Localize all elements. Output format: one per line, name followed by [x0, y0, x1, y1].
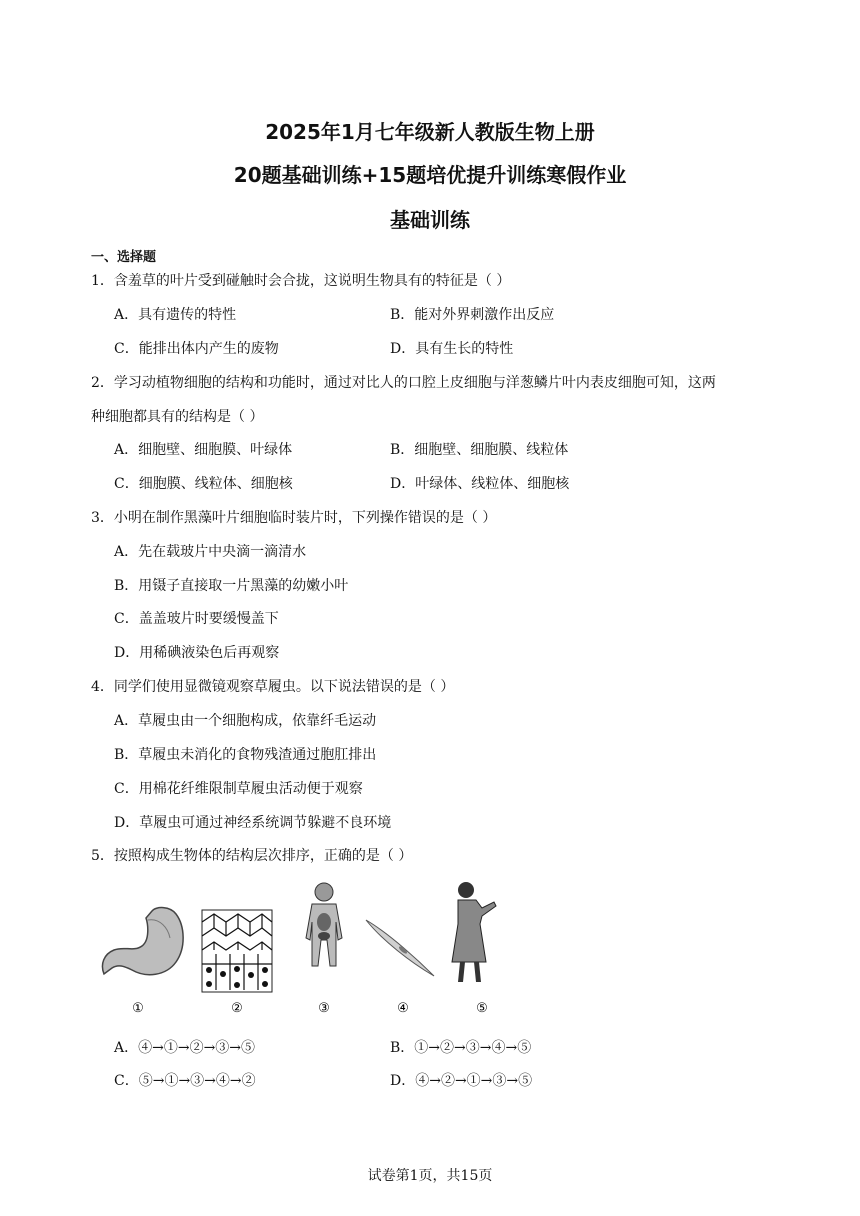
question-4-option-d: D．草履虫可通过神经系统调节躲避不良环境: [114, 815, 392, 831]
structure-levels-figure: [90, 878, 510, 1018]
question-4-option-a: A．草履虫由一个细胞构成，依靠纤毛运动: [114, 713, 377, 729]
figure-label-3: ③: [318, 1001, 330, 1016]
figure-label-5: ⑤: [476, 1001, 488, 1016]
question-3-stem: 3．小明在制作黑藻叶片细胞临时装片时，下列操作错误的是（ ）: [91, 510, 497, 526]
question-5-option-b: B．①→②→③→④→⑤: [390, 1040, 532, 1056]
question-3-option-c: C．盖盖玻片时要缓慢盖下: [114, 611, 279, 627]
figure-label-2: ②: [231, 1001, 243, 1016]
question-2-stem-continued: 种细胞都具有的结构是（ ）: [91, 409, 264, 425]
question-1-option-a: A．具有遗传的特性: [114, 307, 237, 323]
question-3-option-d: D．用稀碘液染色后再观察: [114, 645, 280, 661]
question-3-option-a: A．先在载玻片中央滴一滴清水: [114, 544, 307, 560]
question-4-stem: 4．同学们使用显微镜观察草履虫。以下说法错误的是（ ）: [91, 679, 455, 695]
question-2-option-d: D．叶绿体、线粒体、细胞核: [390, 476, 570, 492]
question-4-option-c: C．用棉花纤维限制草履虫活动便于观察: [114, 781, 363, 797]
question-1-option-d: D．具有生长的特性: [390, 341, 514, 357]
tissue-image: [202, 910, 272, 992]
question-5-option-d: D．④→②→①→③→⑤: [390, 1073, 533, 1089]
page-footer: 试卷第1页，共15页: [367, 1168, 493, 1184]
stomach-image: [102, 908, 183, 975]
document-title: 2025年1月七年级新人教版生物上册: [265, 120, 595, 144]
woman-image: [452, 882, 496, 982]
question-5-stem: 5．按照构成生物体的结构层次排序，正确的是（ ）: [91, 848, 413, 864]
question-2-option-b: B．细胞壁、细胞膜、线粒体: [390, 442, 569, 458]
question-4-option-b: B．草履虫未消化的食物残渣通过胞肛排出: [114, 747, 377, 763]
question-5-option-a: A．④→①→②→③→⑤: [114, 1040, 256, 1056]
human-body-image: [306, 883, 342, 966]
document-subtitle: 20题基础训练+15题培优提升训练寒假作业: [233, 163, 627, 187]
figure-label-1: ①: [132, 1001, 144, 1016]
question-2-stem: 2．学习动植物细胞的结构和功能时，通过对比人的口腔上皮细胞与洋葱鳞片叶内表皮细胞可知，这两: [91, 375, 716, 391]
question-3-option-b: B．用镊子直接取一片黑藻的幼嫩小叶: [114, 578, 349, 594]
muscle-cell-image: [366, 920, 434, 976]
section-heading: 基础训练: [390, 208, 470, 232]
question-1-option-b: B．能对外界刺激作出反应: [390, 307, 555, 323]
figure-label-4: ④: [397, 1001, 409, 1016]
question-2-option-a: A．细胞壁、细胞膜、叶绿体: [114, 442, 293, 458]
question-5-option-c: C．⑤→①→③→④→②: [114, 1073, 256, 1089]
question-type-heading: 一、选择题: [91, 250, 157, 265]
question-1-option-c: C．能排出体内产生的废物: [114, 341, 279, 357]
question-1-stem: 1．含羞草的叶片受到碰触时会合拢，这说明生物具有的特征是（ ）: [91, 273, 511, 289]
question-2-option-c: C．细胞膜、线粒体、细胞核: [114, 476, 293, 492]
